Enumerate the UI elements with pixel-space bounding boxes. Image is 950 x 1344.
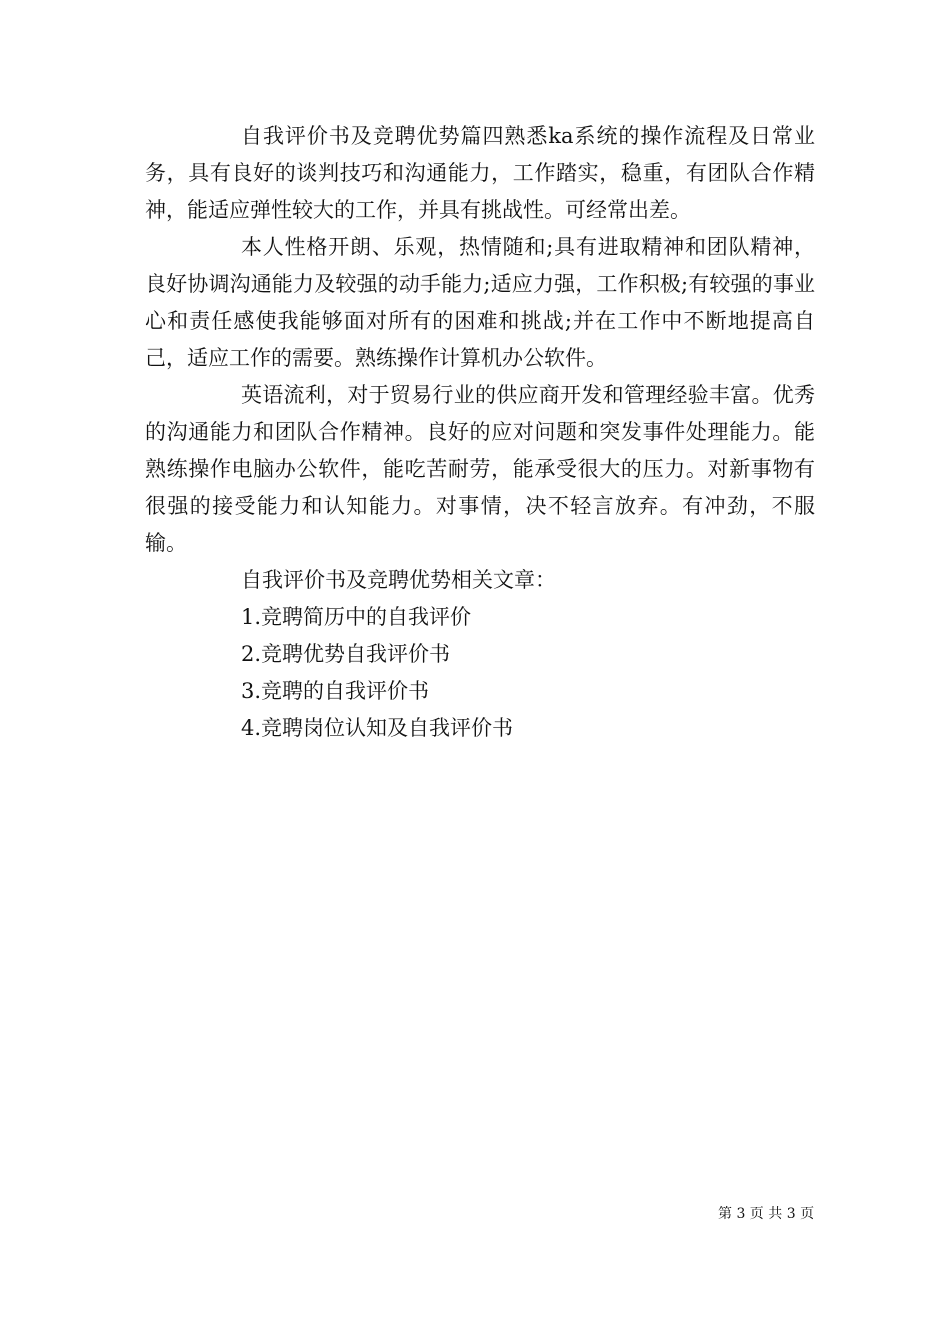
paragraph-2: 本人性格开朗、乐观，热情随和;具有进取精神和团队精神，良好协调沟通能力及较强的动手能力;适应力强，工作积极;有较强的事业心和责任感使我能够面对所有的困难和挑战;并在工作中不断地提高自己，适应工作的需要。熟练操作计算机办公软件。 bbox=[145, 235, 815, 370]
related-item-4: 4.竞聘岗位认知及自我评价书 bbox=[241, 716, 514, 740]
paragraph-3: 英语流利，对于贸易行业的供应商开发和管理经验丰富。优秀的沟通能力和团队合作精神。良好的应对问题和突发事件处理能力。能熟练操作电脑办公软件，能吃苦耐劳，能承受很大的压力。对新事物有很强的接受能力和认知能力。对事情，决不轻言放弃。有冲劲，不服输。 bbox=[145, 383, 815, 555]
paragraph-1: 自我评价书及竞聘优势篇四熟悉ka系统的操作流程及日常业务，具有良好的谈判技巧和沟通能力，工作踏实，稳重，有团队合作精神，能适应弹性较大的工作，并具有挑战性。可经常出差。 bbox=[145, 124, 815, 222]
document-body bbox=[145, 118, 815, 747]
related-heading: 自我评价书及竞聘优势相关文章： bbox=[241, 568, 556, 592]
related-item-2: 2.竞聘优势自我评价书 bbox=[241, 642, 451, 666]
related-item-1: 1.竞聘简历中的自我评价 bbox=[241, 605, 472, 629]
related-item-3: 3.竞聘的自我评价书 bbox=[241, 679, 430, 703]
page-number-footer: 第 3 页 共 3 页 bbox=[718, 1206, 815, 1222]
